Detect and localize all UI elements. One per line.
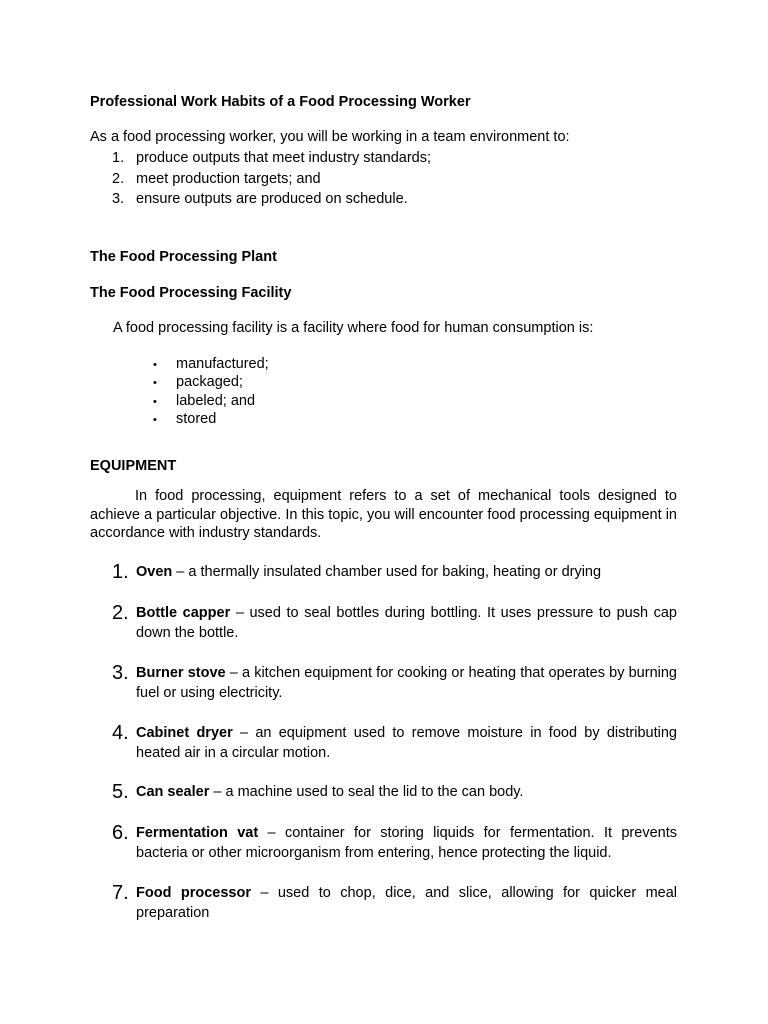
list-item-text: produce outputs that meet industry standards; [136,150,432,166]
list-item-text: stored [176,411,217,427]
bullet-marker: • [153,377,157,389]
equipment-entry [136,824,677,863]
list-item-text: packaged; [176,374,243,390]
list-number: 3. [112,191,125,207]
equipment-name: Food processor [136,885,251,901]
equipment-description: – used to seal bottles during bottling. It uses pressure to push cap down the bottle. [136,605,677,641]
equipment-entry [136,563,677,583]
equipment-number: 4. [112,722,129,744]
equipment-description: – used to chop, dice, and slice, allowing for quicker meal preparation [136,885,677,921]
intro-text: As a food processing worker, you will be working in a team environment to: [90,129,570,145]
equipment-number: 1. [112,561,129,583]
equipment-description: – an equipment used to remove moisture in food by distributing heated air in a circular motion. [136,725,677,761]
equipment-description: – a thermally insulated chamber used for baking, heating or drying [172,564,602,580]
equipment-intro-paragraph: In food processing, equipment refers to a set of mechanical tools designed to achieve a particular objective. In this topic, you will encounter food processing equipment in accordance with industry standards. [90,488,677,541]
page-title: Professional Work Habits of a Food Processing Worker [90,94,471,110]
equipment-name: Oven [136,564,173,580]
equipment-description: – a kitchen equipment for cooking or heating that operates by burning fuel or using electricity. [136,665,677,701]
equipment-name: Fermentation vat [136,825,259,841]
section-heading-facility: The Food Processing Facility [90,285,292,301]
list-item-text: ensure outputs are produced on schedule. [136,191,408,207]
bullet-marker: • [153,414,157,426]
equipment-entry [136,664,677,703]
equipment-number: 3. [112,662,129,684]
facility-intro-text: A food processing facility is a facility where food for human consumption is: [113,320,594,336]
equipment-name: Cabinet dryer [136,725,233,741]
equipment-entry [136,604,677,643]
equipment-number: 2. [112,602,129,624]
list-item-text: meet production targets; and [136,171,321,187]
bullet-marker: • [153,359,157,371]
equipment-entry [136,783,677,803]
equipment-number: 5. [112,781,129,803]
section-heading-equipment: EQUIPMENT [90,458,177,474]
equipment-name: Can sealer [136,784,210,800]
bullet-marker: • [153,396,157,408]
equipment-number: 6. [112,822,129,844]
list-number: 2. [112,171,125,187]
list-item-text: manufactured; [176,356,269,372]
equipment-entry [136,724,677,763]
equipment-description: – a machine used to seal the lid to the can body. [209,784,524,800]
section-heading-plant: The Food Processing Plant [90,249,277,265]
equipment-entry [136,884,677,923]
list-number: 1. [112,150,125,166]
equipment-description: – container for storing liquids for fermentation. It prevents bacteria or other microorganism from entering, hence protecting the liquid. [136,825,677,861]
equipment-name: Burner stove [136,665,226,681]
equipment-number: 7. [112,882,129,904]
list-item-text: labeled; and [176,393,256,409]
equipment-name: Bottle capper [136,605,231,621]
